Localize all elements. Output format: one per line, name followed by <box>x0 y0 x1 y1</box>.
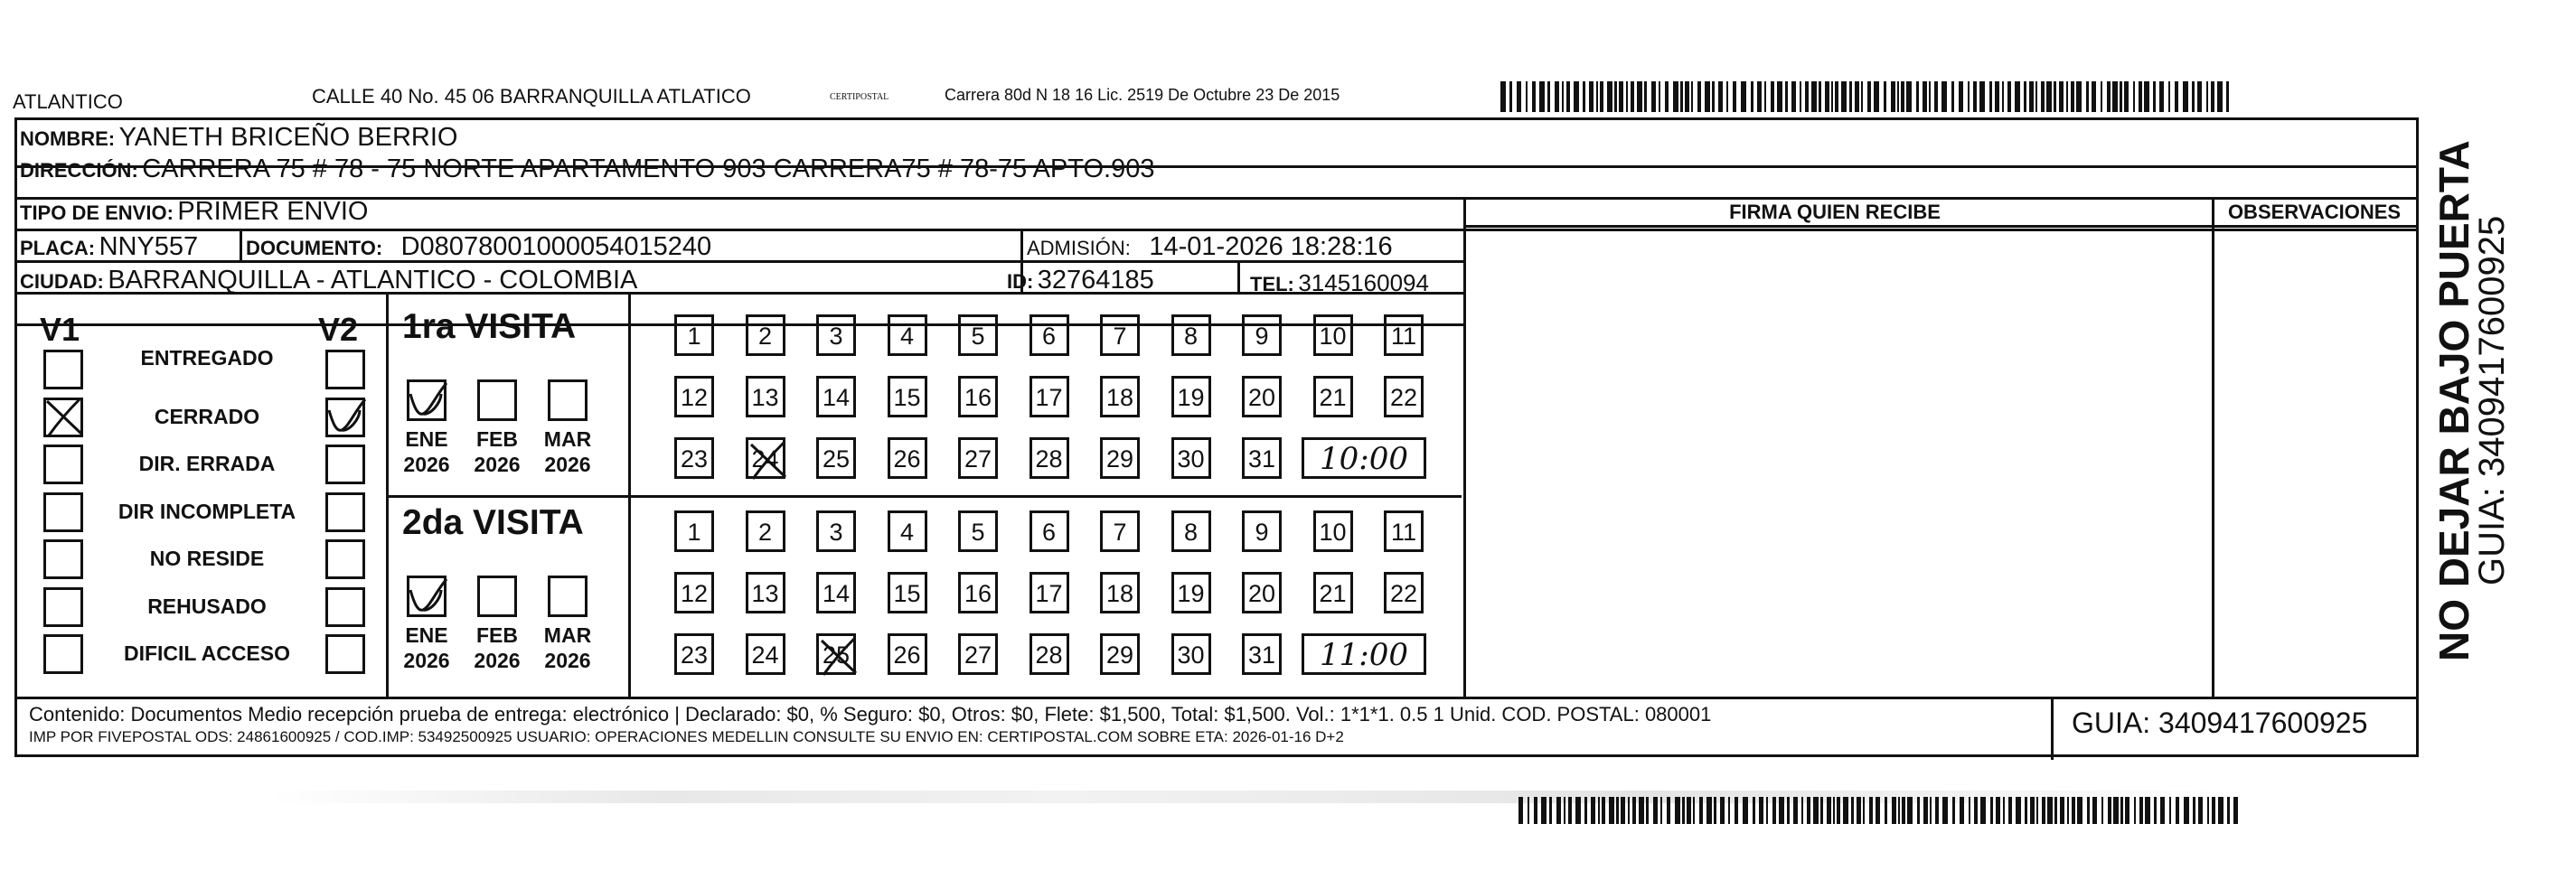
month-checkbox[interactable] <box>548 576 588 617</box>
day-box[interactable]: 10 <box>1313 510 1353 552</box>
day-box[interactable]: 15 <box>888 572 927 613</box>
tel-label: TEL: <box>1250 273 1294 295</box>
day-box[interactable]: 21 <box>1313 572 1353 613</box>
day-box[interactable]: 24 <box>746 437 785 479</box>
day-box[interactable]: 16 <box>958 572 998 613</box>
status-option-label: REHUSADO <box>147 594 267 618</box>
day-box[interactable]: 23 <box>674 437 714 479</box>
origin-address: CALLE 40 No. 45 06 BARRANQUILLA ATLATICO <box>312 85 751 108</box>
name-row <box>20 123 457 153</box>
day-box[interactable]: 6 <box>1029 510 1069 552</box>
day-box[interactable]: 15 <box>888 376 927 417</box>
document-row <box>246 232 711 262</box>
day-box[interactable]: 4 <box>888 314 927 356</box>
tel: 3145160094 <box>1298 269 1429 296</box>
id-row <box>1007 266 1154 295</box>
v1-handwritten-x <box>42 394 87 439</box>
v1-checkbox[interactable] <box>43 539 83 579</box>
day-box[interactable]: 1 <box>674 510 714 552</box>
day-box[interactable]: 12 <box>674 572 714 613</box>
status-option-label: DIR. ERRADA <box>138 452 276 475</box>
visit-title: 2da VISITA <box>402 503 584 542</box>
day-box[interactable]: 18 <box>1100 572 1140 613</box>
day-box[interactable]: 23 <box>674 633 714 675</box>
month-handwritten-mark <box>405 572 450 617</box>
day-box[interactable]: 19 <box>1171 572 1211 613</box>
status-option-label: ENTREGADO <box>140 346 274 370</box>
v2-label: V2 <box>318 311 359 348</box>
day-box[interactable]: 29 <box>1100 633 1140 675</box>
day-box[interactable]: 14 <box>816 376 856 417</box>
day-box[interactable]: 10 <box>1313 314 1353 356</box>
observations-header: OBSERVACIONES <box>2227 201 2402 223</box>
month-name: MAR <box>543 427 592 451</box>
day-box[interactable]: 30 <box>1171 633 1211 675</box>
month-label <box>531 426 604 477</box>
day-box[interactable]: 5 <box>958 314 998 356</box>
plate: NNY557 <box>99 232 199 261</box>
day-box[interactable]: 14 <box>816 572 856 613</box>
day-box[interactable]: 24 <box>746 633 785 675</box>
month-year: 2026 <box>544 649 591 672</box>
day-box[interactable]: 12 <box>674 376 714 417</box>
status-option-label: NO RESIDE <box>149 547 265 570</box>
day-box[interactable]: 27 <box>958 437 998 479</box>
day-box[interactable]: 3 <box>816 510 856 552</box>
day-box[interactable]: 18 <box>1100 376 1140 417</box>
region-label: ATLANTICO <box>13 90 123 113</box>
recipient-name: YANETH BRICEÑO BERRIO <box>118 123 458 152</box>
day-box[interactable]: 4 <box>888 510 927 552</box>
content-line: Contenido: Documentos Medio recepción prueba de entrega: electrónico | Declarado: $0, % Seguro: $0, Otros: $0, Flete: $1,500, Total: $1,500. Vol.: 1*1*1. 0.5 1 Unid. COD. POSTAL: 080001 <box>29 703 1712 726</box>
day-box[interactable]: 25 <box>816 633 856 675</box>
address-label: DIRECCIÓN: <box>20 159 138 182</box>
month-label <box>461 623 533 673</box>
day-box[interactable]: 28 <box>1029 437 1069 479</box>
send-type: PRIMER ENVIO <box>177 197 369 226</box>
imp-line: IMP POR FIVEPOSTAL ODS: 24861600925 / COD.IMP: 53492500925 USUARIO: OPERACIONES MEDELLIN CONSULTE SU ENVIO EN: CERTIPOSTAL.COM SOBRE ETA: 2026-01-16 D+2 <box>29 728 1344 745</box>
day-box[interactable]: 7 <box>1100 314 1140 356</box>
month-label <box>390 623 463 673</box>
v1-checkbox[interactable] <box>43 445 83 484</box>
day-box[interactable]: 7 <box>1100 510 1140 552</box>
day-box[interactable]: 5 <box>958 510 998 552</box>
v2-checkbox[interactable] <box>325 539 365 579</box>
visit-hour[interactable]: 11:00 <box>1302 633 1426 675</box>
day-box[interactable]: 30 <box>1171 437 1211 479</box>
month-name: ENE <box>405 623 448 647</box>
guia-number: GUIA: 3409417600925 <box>2072 707 2368 739</box>
no-bajo-puerta-warning: NO DEJAR BAJO PUERTA <box>2430 140 2477 661</box>
barcode-bottom <box>1518 797 2242 824</box>
tel-row <box>1250 269 1429 297</box>
month-checkbox[interactable] <box>477 379 517 421</box>
month-checkbox[interactable] <box>548 379 588 421</box>
month-year: 2026 <box>544 453 591 476</box>
day-box[interactable]: 6 <box>1029 314 1069 356</box>
day-box[interactable]: 21 <box>1313 376 1353 417</box>
month-name: MAR <box>543 623 592 647</box>
name-label: NOMBRE: <box>20 127 116 150</box>
v2-checkbox[interactable] <box>325 492 365 532</box>
document-label: DOCUMENTO: <box>246 237 383 259</box>
month-name: FEB <box>476 427 518 451</box>
day-box[interactable]: 13 <box>746 572 785 613</box>
day-box[interactable]: 17 <box>1029 376 1069 417</box>
day-box[interactable]: 20 <box>1242 376 1282 417</box>
day-handwritten-mark <box>816 633 861 679</box>
v1-checkbox[interactable] <box>43 492 83 532</box>
day-box[interactable]: 26 <box>888 437 927 479</box>
day-box[interactable]: 28 <box>1029 633 1069 675</box>
month-name: ENE <box>405 427 448 451</box>
day-box[interactable]: 19 <box>1171 376 1211 417</box>
day-box[interactable]: 29 <box>1100 437 1140 479</box>
day-box[interactable]: 8 <box>1171 510 1211 552</box>
day-box[interactable]: 11 <box>1384 510 1424 552</box>
visit-title: 1ra VISITA <box>402 307 577 346</box>
day-box[interactable]: 26 <box>888 633 927 675</box>
v2-handwritten-check <box>324 392 369 437</box>
status-option-label: DIR INCOMPLETA <box>118 499 296 523</box>
city-label: CIUDAD: <box>20 270 104 293</box>
month-label <box>531 623 604 673</box>
city: BARRANQUILLA - ATLANTICO - COLOMBIA <box>108 266 638 295</box>
day-box[interactable]: 2 <box>746 510 785 552</box>
certipostal-logo: CERTIPOSTAL <box>830 92 889 102</box>
status-option-label: CERRADO <box>154 404 260 428</box>
month-year: 2026 <box>403 649 450 672</box>
plate-label: PLACA: <box>20 237 96 259</box>
admission-date: 14-01-2026 18:28:16 <box>1149 232 1393 261</box>
send-type-row <box>20 197 368 227</box>
license-text: Carrera 80d N 18 16 Lic. 2519 De Octubre 23 De 2015 <box>945 86 1340 104</box>
day-box[interactable]: 3 <box>816 314 856 356</box>
day-box[interactable]: 13 <box>746 376 785 417</box>
v2-checkbox[interactable] <box>325 587 365 627</box>
recipient-id: 32764185 <box>1037 266 1154 295</box>
v1-checkbox[interactable] <box>43 350 83 389</box>
month-label <box>461 426 533 477</box>
status-option-label: DIFICIL ACCESO <box>123 641 290 665</box>
day-box[interactable]: 1 <box>674 314 714 356</box>
v2-checkbox[interactable] <box>325 350 365 389</box>
day-box[interactable]: 9 <box>1242 314 1282 356</box>
v2-checkbox[interactable] <box>325 634 365 674</box>
day-box[interactable]: 22 <box>1384 572 1424 613</box>
day-box[interactable]: 2 <box>746 314 785 356</box>
v1-checkbox[interactable] <box>43 634 83 674</box>
send-type-label: TIPO DE ENVIO: <box>20 201 174 224</box>
month-year: 2026 <box>403 453 450 476</box>
month-year: 2026 <box>474 453 521 476</box>
admission-row <box>1027 232 1393 262</box>
v1-checkbox[interactable] <box>43 587 83 627</box>
admission-label: ADMISIÓN: <box>1027 237 1131 259</box>
v1-label: V1 <box>40 311 80 348</box>
barcode <box>1500 81 2237 112</box>
month-handwritten-mark <box>405 376 450 421</box>
day-box[interactable]: 16 <box>958 376 998 417</box>
day-box[interactable]: 31 <box>1242 633 1282 675</box>
day-box[interactable]: 11 <box>1384 314 1424 356</box>
document-number: D080780010000540152​40 <box>400 232 712 261</box>
address-row <box>20 154 1154 184</box>
day-box[interactable]: 9 <box>1242 510 1282 552</box>
day-box[interactable]: 8 <box>1171 314 1211 356</box>
signature-header: FIRMA QUIEN RECIBE <box>1729 201 1941 223</box>
v2-checkbox[interactable] <box>325 445 365 484</box>
day-box[interactable]: 22 <box>1384 376 1424 417</box>
visit-hour[interactable]: 10:00 <box>1302 437 1426 479</box>
month-checkbox[interactable] <box>477 576 517 617</box>
month-name: FEB <box>476 623 518 647</box>
city-row <box>20 266 637 295</box>
day-box[interactable]: 20 <box>1242 572 1282 613</box>
id-label: ID: <box>1007 270 1034 293</box>
month-year: 2026 <box>474 649 521 672</box>
side-guia: GUIA: 3409417600925 <box>2472 215 2512 585</box>
month-label <box>390 426 463 477</box>
day-box[interactable]: 27 <box>958 633 998 675</box>
day-box[interactable]: 25 <box>816 437 856 479</box>
day-handwritten-mark <box>746 437 791 482</box>
recipient-address: CARRERA 75 # 78 - 75 NORTE APARTAMENTO 903 CARRERA75 # 78-75 APTO.903 <box>142 154 1155 183</box>
day-box[interactable]: 31 <box>1242 437 1282 479</box>
day-box[interactable]: 17 <box>1029 572 1069 613</box>
plate-row <box>20 232 198 262</box>
